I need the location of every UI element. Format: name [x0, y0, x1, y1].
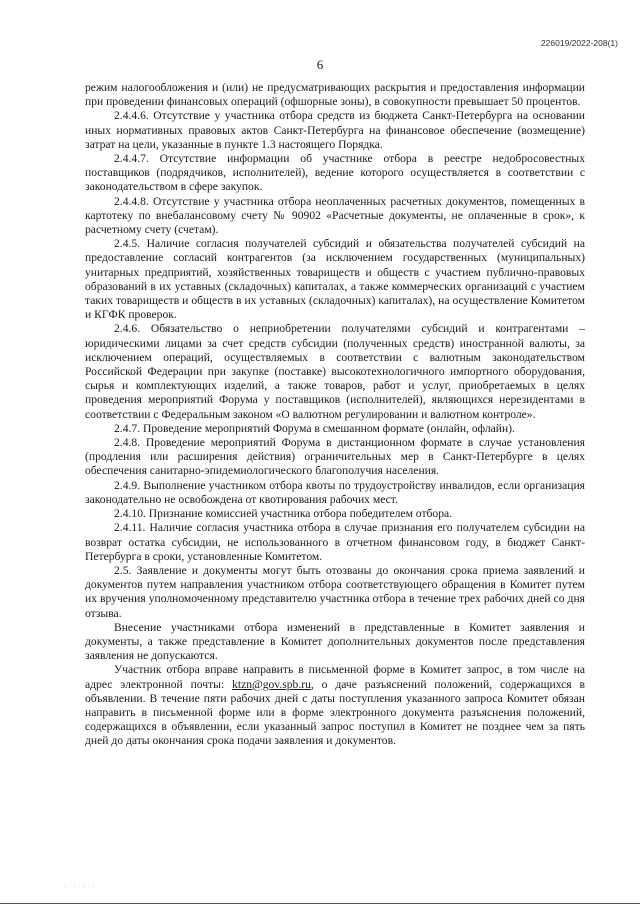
paragraph: 2.4.7. Проведение мероприятий Форума в смешанном формате (онлайн, офлайн).: [114, 421, 515, 435]
paragraph: 2.4.4.6. Отсутствие у участника отбора средств из бюджета Санкт-Петербурга на основании иных нормативных правовых актов Санкт-Петербурга на финансовое обеспечение (возмещение) затрат на цели, указанные в пункте 1.3 настоящего Порядка.: [85, 109, 585, 151]
paragraph: 2.4.4.7. Отсутствие информации об участнике отбора в реестре недобросовестных поставщиков (подрядчиков, исполнителей), ведение которого осуществляется в соответствии с законодательством в сфере закупок.: [85, 152, 585, 194]
email-link[interactable]: ktzn@gov.spb.ru: [232, 677, 311, 691]
page-number: 6: [316, 57, 324, 72]
document-body: [85, 81, 585, 749]
paragraph: 2.4.5. Наличие согласия получателей субсидий и обязательства получателей субсидий на предоставление согласий контрагентов (за исключением государственных (муниципальных) унитарных предприятий, хозяйственных товариществ и обществ с участием публично-правовых образований в их уставных (складочных) капиталах, а также коммерческих организаций с участием таких товариществ и обществ в их уставных (складочных) капиталах), на осуществление Комитетом и КГФК проверок.: [85, 237, 585, 322]
scan-edge-line: [0, 903, 640, 904]
paragraph-text: Участник отбора вправе направить в письменной форме в Комитет запрос, в том числе на адрес электронной почты:: [85, 663, 585, 691]
paragraph: 2.4.11. Наличие согласия участника отбора в случае признания его получателем субсидии на возврат остатка субсидии, не использованного в отчетном финансовом году, в бюджет Санкт-Петербурга в сроки, установленные Комитетом.: [85, 521, 585, 563]
paragraph: Внесение участниками отбора изменений в представленные в Комитет заявления и документы, а также представление в Комитет дополнительных документов после представления заявления не допускаются.: [85, 620, 585, 663]
paragraph: 2.4.8. Проведение мероприятий Форума в дистанционном формате в случае установления (продления или расширения действия) ограничительных мер в Санкт-Петербурге в целях обеспечения санитарно-эпидемиологического благополучия населения.: [85, 436, 585, 478]
paragraph: 2.5. Заявление и документы могут быть отозваны до окончания срока приема заявлений и документов путем направления участником отбора соответствующего обращения в Комитет путем их вручения уполномоченному представителю участника отбора в течение трех рабочих дней со дня отзыва.: [85, 563, 585, 620]
scan-artifact: · · · ·: [64, 884, 98, 890]
paragraph: 2.4.4.8. Отсутствие у участника отбора неоплаченных расчетных документов, помещенных в картотеку по внебалансовому счету № 90902 «Расчетные документы, не оплаченные в срок», к расчетному счету (счетам).: [85, 194, 585, 237]
paragraph-text: , о даче разъяснений положений, содержащихся в объявлении. В течение пяти рабочих дней с даты поступления указанного запроса Комитет обязан направить в письменной форме или в форме электронного документа разъяснения положений, содержащихся в объявлении, если указанный запрос поступил в Комитет не позднее чем за пять дней до даты окончания срока подачи заявления и документов.: [85, 677, 585, 748]
paragraph: 2.4.10. Признание комиссией участника отбора победителем отбора.: [114, 507, 453, 521]
document-number: 226019/2022-208(1): [540, 38, 618, 48]
paragraph: 2.4.6. Обязательство о неприобретении получателями субсидий и контрагентами – юридическими лицами за счет средств субсидии (полученных средств) иностранной валюты, за исключением операций, осуществляемых в соответствии с валютным законодательством Российской Федерации при закупке (поставке) высокотехнологичного импортного оборудования, сырья и комплектующих изделий, а также товаров, работ и услуг, приобретаемых в целях проведения мероприятий Форума у поставщиков (исполнителей), являющихся нерезидентами в соответствии с Федеральным законом «О валютном регулировании и валютном контроле».: [85, 322, 585, 421]
paragraph: 2.4.9. Выполнение участником отбора квоты по трудоустройству инвалидов, если организация законодательно не освобождена от квотирования рабочих мест.: [85, 478, 585, 506]
paragraph-with-email: [85, 663, 585, 748]
paragraph: режим налогообложения и (или) не предусматривающих раскрытия и предоставления информации при проведении финансовых операций (офшорные зоны), в совокупности превышает 50 процентов.: [85, 81, 585, 109]
